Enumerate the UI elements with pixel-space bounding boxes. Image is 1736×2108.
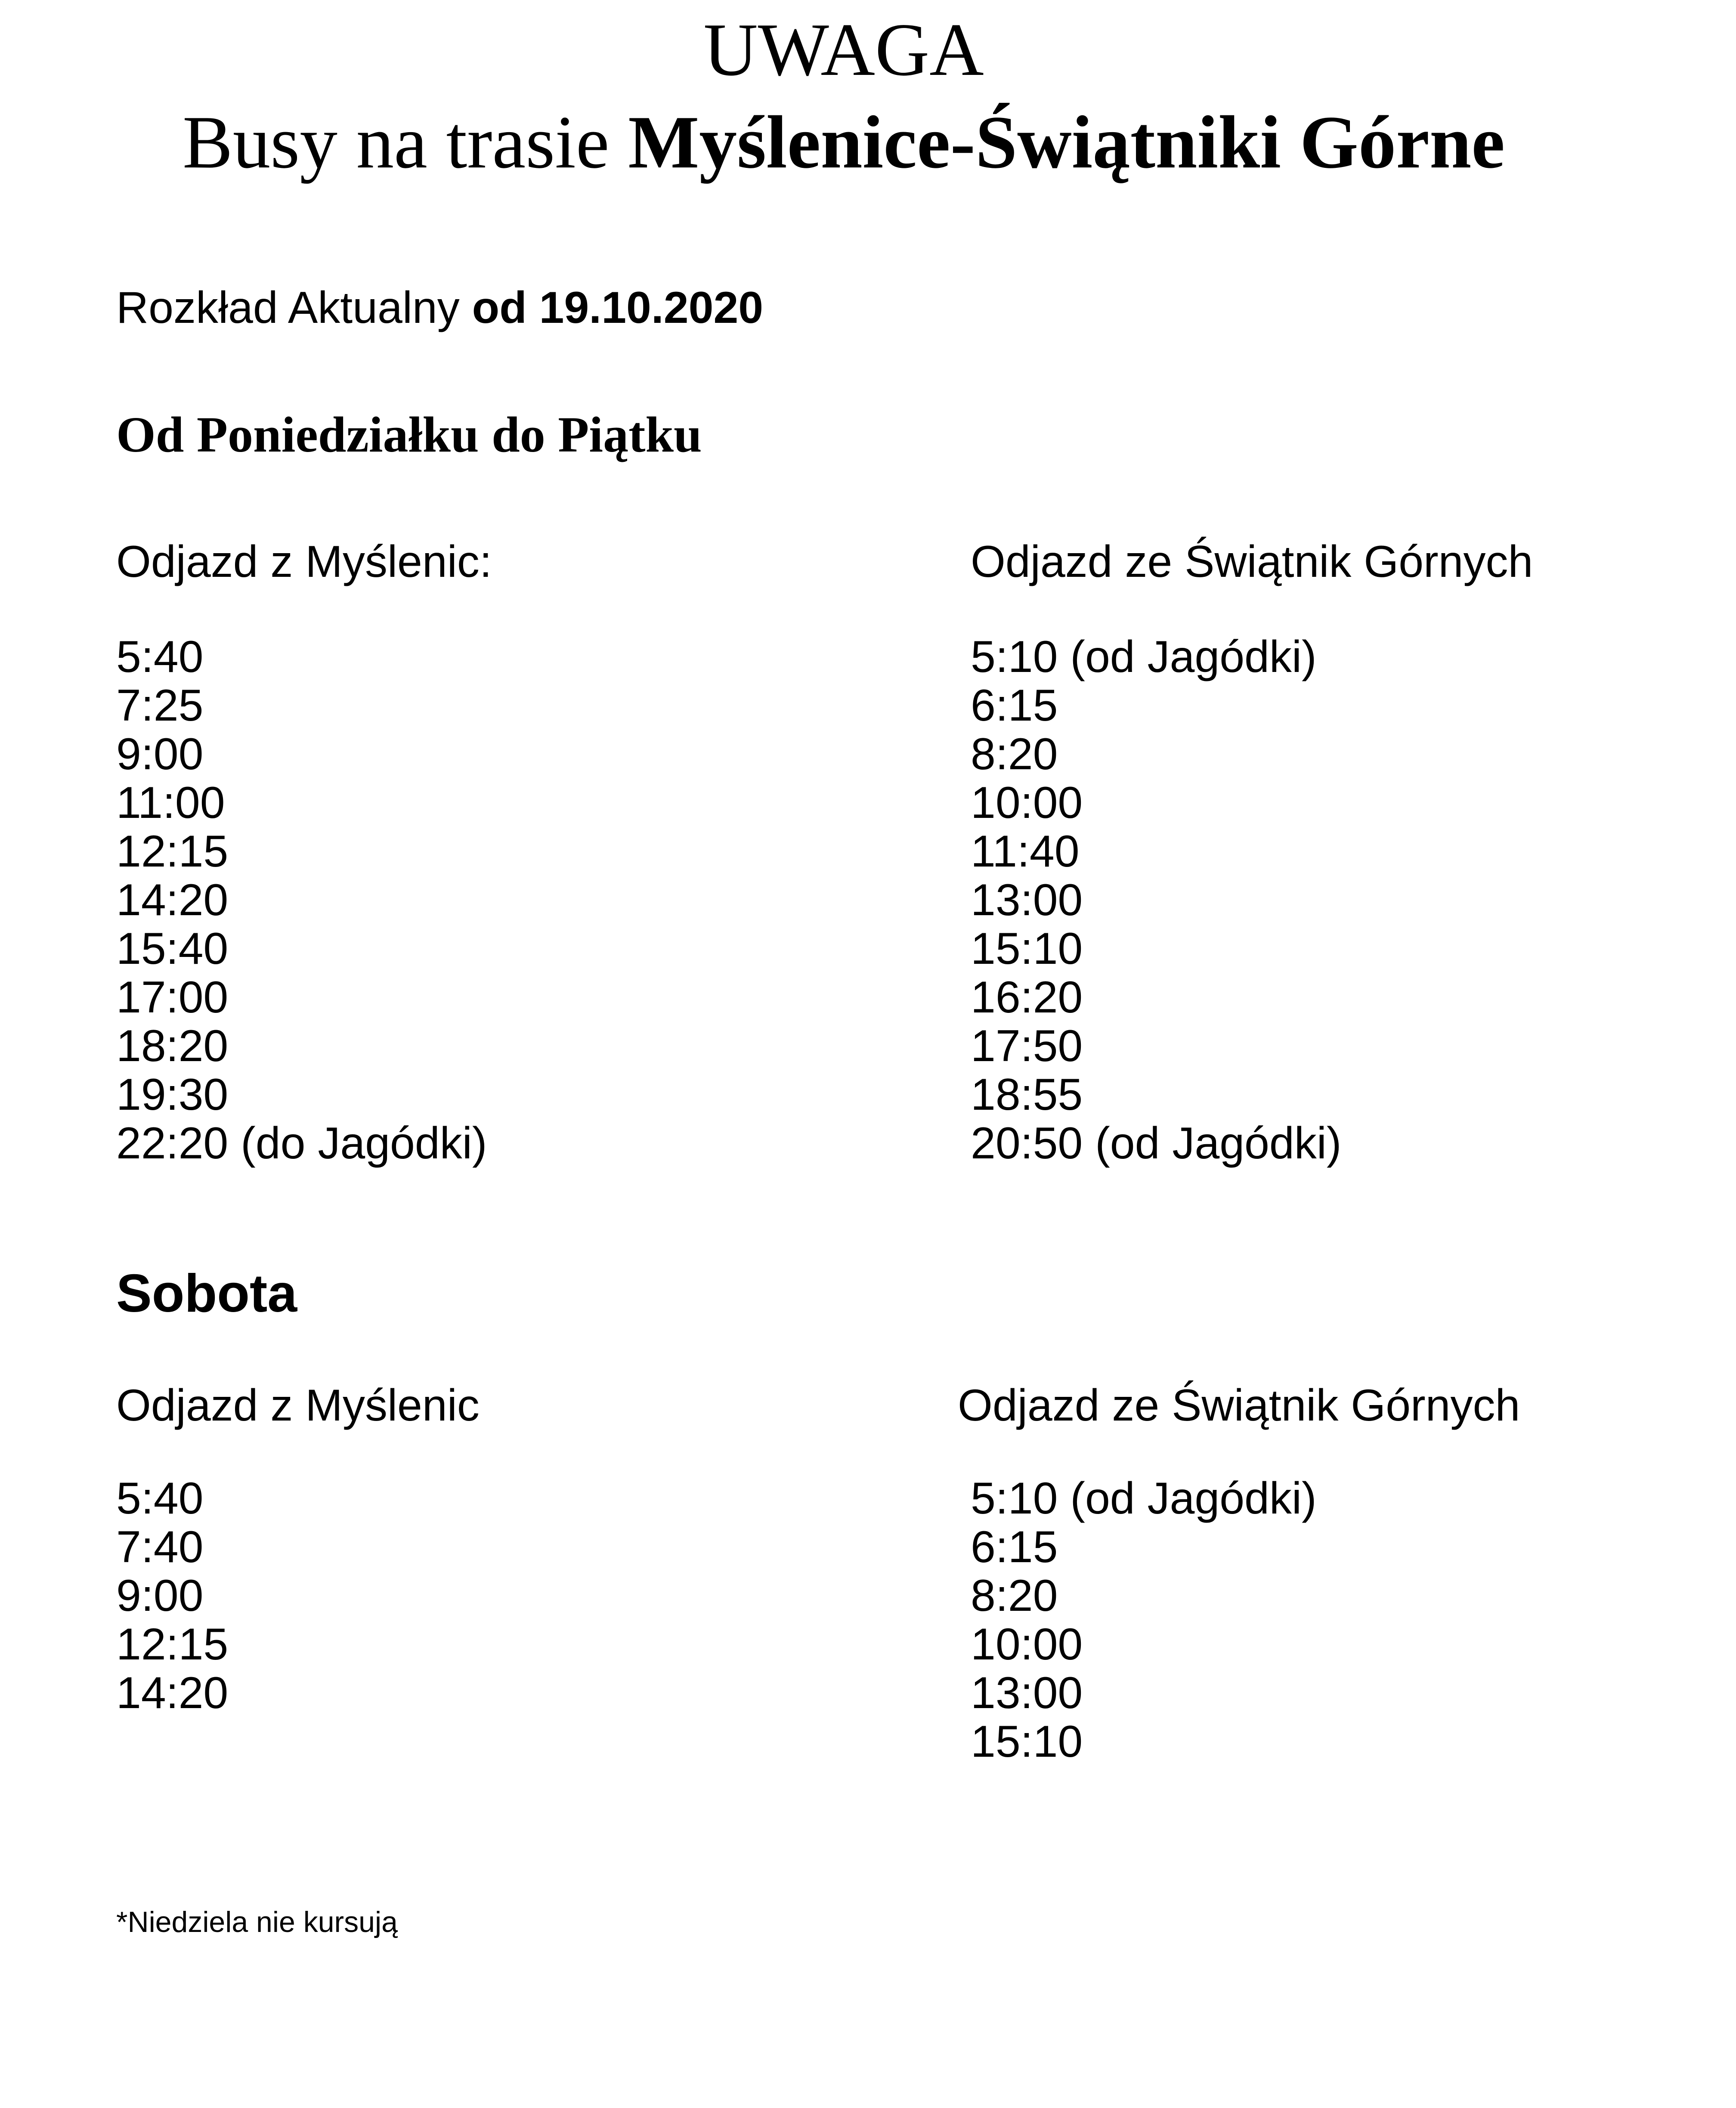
weekday-myslenice-header: Odjazd z Myślenic:	[116, 537, 492, 587]
departure-time: 5:40	[116, 1473, 204, 1523]
departure-time: 13:00	[971, 1668, 1083, 1718]
departure-time: 22:20 (do Jagódki)	[116, 1118, 487, 1168]
notice-title: UWAGA	[703, 8, 984, 91]
departure-time: 15:40	[116, 924, 229, 974]
departure-time: 10:00	[971, 778, 1083, 828]
saturday-section-title: Sobota	[116, 1264, 297, 1323]
saturday-myslenice-times	[116, 1474, 228, 1718]
saturday-myslenice-header: Odjazd z Myślenic	[116, 1381, 480, 1430]
departure-time: 15:10	[971, 1717, 1083, 1767]
departure-time: 5:10 (od Jagódki)	[971, 632, 1317, 682]
departure-time: 12:15	[116, 826, 229, 876]
departure-time: 14:20	[116, 1668, 229, 1718]
route-prefix: Busy na trasie	[183, 100, 628, 184]
weekday-myslenice-times	[116, 633, 487, 1168]
departure-time: 8:20	[971, 1571, 1058, 1621]
weekday-section-title: Od Poniedziałku do Piątku	[116, 406, 702, 463]
valid-from-date: od 19.10.2020	[472, 283, 764, 333]
departure-time: 13:00	[971, 875, 1083, 925]
departure-time: 7:25	[116, 681, 204, 731]
departure-time: 15:10	[971, 924, 1083, 974]
departure-time: 14:20	[116, 875, 229, 925]
route-name: Myślenice-Świątniki Górne	[628, 100, 1505, 184]
departure-time: 8:20	[971, 729, 1058, 779]
saturday-swiatniki-header: Odjazd ze Świątnik Górnych	[958, 1381, 1520, 1430]
departure-time: 10:00	[971, 1619, 1083, 1669]
departure-time: 16:20	[971, 972, 1083, 1022]
route-title	[0, 99, 1687, 185]
saturday-swiatniki-times	[971, 1474, 1317, 1766]
departure-time: 6:15	[971, 681, 1058, 731]
departure-time: 19:30	[116, 1070, 229, 1120]
departure-time: 18:55	[971, 1070, 1083, 1120]
departure-time: 17:50	[971, 1021, 1083, 1071]
departure-time: 9:00	[116, 1571, 204, 1621]
weekday-swiatniki-times	[971, 633, 1341, 1168]
departure-time: 9:00	[116, 729, 204, 779]
departure-time: 7:40	[116, 1522, 204, 1572]
departure-time: 18:20	[116, 1021, 229, 1071]
departure-time: 6:15	[971, 1522, 1058, 1572]
valid-from-label: Rozkład Aktualny	[116, 283, 472, 333]
departure-time: 20:50 (od Jagódki)	[971, 1118, 1342, 1168]
departure-time: 5:40	[116, 632, 204, 682]
departure-time: 17:00	[116, 972, 229, 1022]
departure-time: 11:00	[116, 778, 225, 828]
weekday-swiatniki-header: Odjazd ze Świątnik Górnych	[971, 537, 1533, 587]
departure-time: 11:40	[971, 826, 1080, 876]
sunday-footnote: *Niedziela nie kursują	[116, 1906, 398, 1938]
schedule-valid-from	[116, 280, 763, 336]
departure-time: 5:10 (od Jagódki)	[971, 1473, 1317, 1523]
departure-time: 12:15	[116, 1619, 229, 1669]
